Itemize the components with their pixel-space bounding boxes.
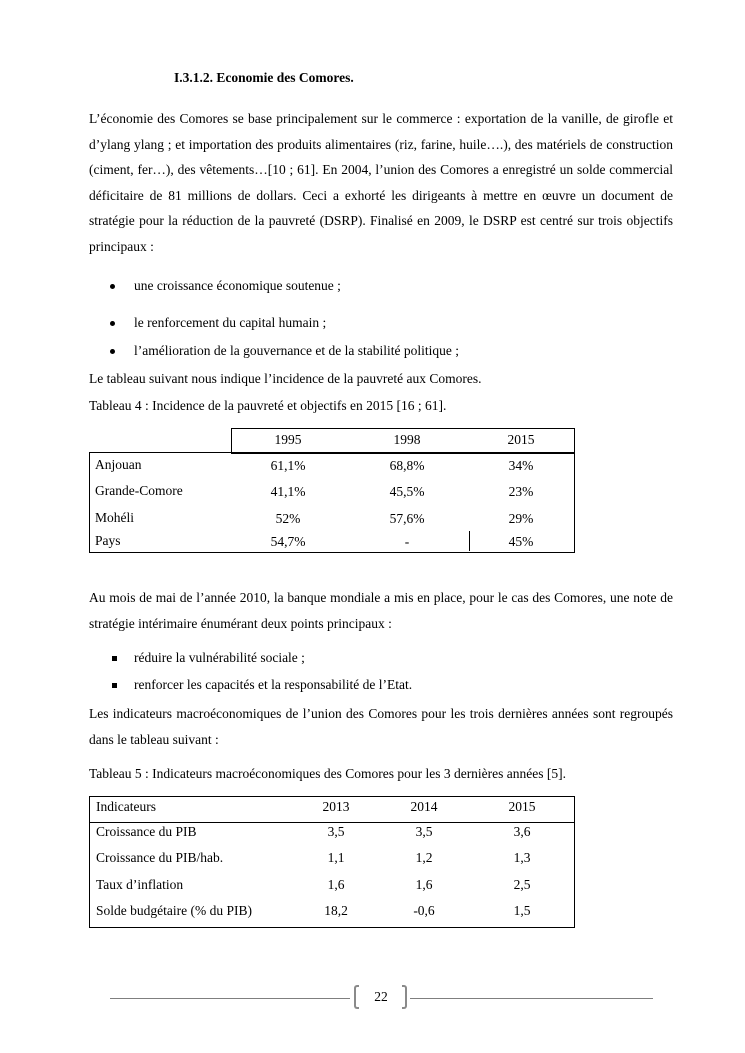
table-cell: 1,2 [415, 850, 433, 865]
cell-divider [469, 531, 470, 551]
table-cell: 61,1% [270, 458, 306, 473]
point-item: réduire la vulnérabilité sociale ; [108, 650, 305, 666]
paragraph-indicators: Les indicateurs macroéconomiques de l’union des Comores pour les trois dernières années sont regroupés dans le tableau suivant : [89, 706, 673, 747]
column-header: 1995 [274, 432, 302, 447]
table-cell: -0,6 [413, 903, 435, 918]
row-label: Solde budgétaire (% du PIB) [96, 903, 252, 918]
bullet-dot-icon [110, 321, 115, 326]
row-label: Mohéli [95, 510, 134, 525]
table5-caption: Tableau 5 : Indicateurs macroéconomiques des Comores pour les 3 dernières années [5]. [89, 766, 567, 781]
bullet-square-icon [112, 656, 117, 661]
paragraph-economy: L’économie des Comores se base principalement sur le commerce : exportation de la vanille, de girofle et d’ylang ylang ; et importation des produits alimentaires (riz, farine, huile….), des matériels de construction (ciment, fer…), des vêtements…[10 ; 61]. En 2004, l’union des Comores a enregistré un solde commercial déficitaire de 81 millions de dollars. Ceci a exhorté les dirigeants à mettre en œuvre un document de stratégie pour la réduction de la pauvreté (DSRP). Finalisé en 2009, le DSRP est centré sur trois objectifs principaux : [89, 111, 673, 254]
footer-rule-right [410, 998, 653, 999]
section-heading: I.3.1.2. Economie des Comores. [174, 70, 354, 85]
table-cell: 18,2 [324, 903, 348, 918]
table-cell: 41,1% [270, 484, 306, 499]
column-header: 2015 [508, 799, 536, 814]
row-label: Croissance du PIB/hab. [96, 850, 224, 865]
table-cell: 34% [508, 458, 534, 473]
bullet-dot-icon [110, 349, 115, 354]
page-number: 22 [374, 989, 388, 1004]
table-cell: 45,5% [389, 484, 425, 499]
footer-rule-left [110, 998, 350, 999]
row-label: Taux d’inflation [96, 877, 184, 892]
table4-intro: Le tableau suivant nous indique l’incidence de la pauvreté aux Comores. [89, 371, 482, 386]
table-cell: 3,6 [513, 824, 531, 839]
table-cell: 1,1 [327, 850, 345, 865]
table-cell: 45% [508, 534, 534, 549]
table-cell: 2,5 [513, 877, 531, 892]
table-cell: 52% [275, 511, 301, 526]
footer-bracket-left-icon [354, 985, 359, 1009]
table-cell: 29% [508, 511, 534, 526]
row-label: Croissance du PIB [96, 824, 197, 839]
table-body-box [89, 452, 575, 553]
table-cell: 1,6 [327, 877, 345, 892]
bullet-square-icon [112, 683, 117, 688]
table4-caption: Tableau 4 : Incidence de la pauvreté et objectifs en 2015 [16 ; 61]. [89, 398, 447, 413]
column-header: 2014 [410, 799, 438, 814]
table-cell: 57,6% [389, 511, 425, 526]
poverty-table [89, 428, 575, 552]
bullet-dot-icon [110, 284, 115, 289]
table-cell: 1,6 [415, 877, 433, 892]
table-cell: 3,5 [415, 824, 433, 839]
table-cell: 1,5 [513, 903, 531, 918]
row-label: Grande-Comore [95, 483, 183, 498]
footer-bracket-right-icon [402, 985, 407, 1009]
indicators-table [89, 796, 575, 928]
objective-item: une croissance économique soutenue ; [108, 278, 341, 294]
paragraph-world-bank: Au mois de mai de l’année 2010, la banque mondiale a mis en place, pour le cas des Comores, une note de stratégie intérimaire énumérant deux points principaux : [89, 590, 673, 631]
table-cell: 54,7% [270, 534, 306, 549]
objective-item: le renforcement du capital humain ; [108, 315, 326, 331]
column-header: 1998 [393, 432, 421, 447]
table-cell: 68,8% [389, 458, 425, 473]
row-label: Anjouan [95, 457, 142, 472]
point-item: renforcer les capacités et la responsabilité de l’Etat. [108, 677, 412, 693]
objective-item: l’amélioration de la gouvernance et de la stabilité politique ; [108, 343, 459, 359]
column-header: 2013 [322, 799, 350, 814]
column-header: 2015 [507, 432, 535, 447]
table-cell: 3,5 [327, 824, 345, 839]
table-cell: 23% [508, 484, 534, 499]
row-label: Pays [95, 533, 121, 548]
table-cell: - [404, 534, 410, 549]
column-header: Indicateurs [96, 799, 156, 814]
table-cell: 1,3 [513, 850, 531, 865]
header-divider [90, 822, 574, 823]
